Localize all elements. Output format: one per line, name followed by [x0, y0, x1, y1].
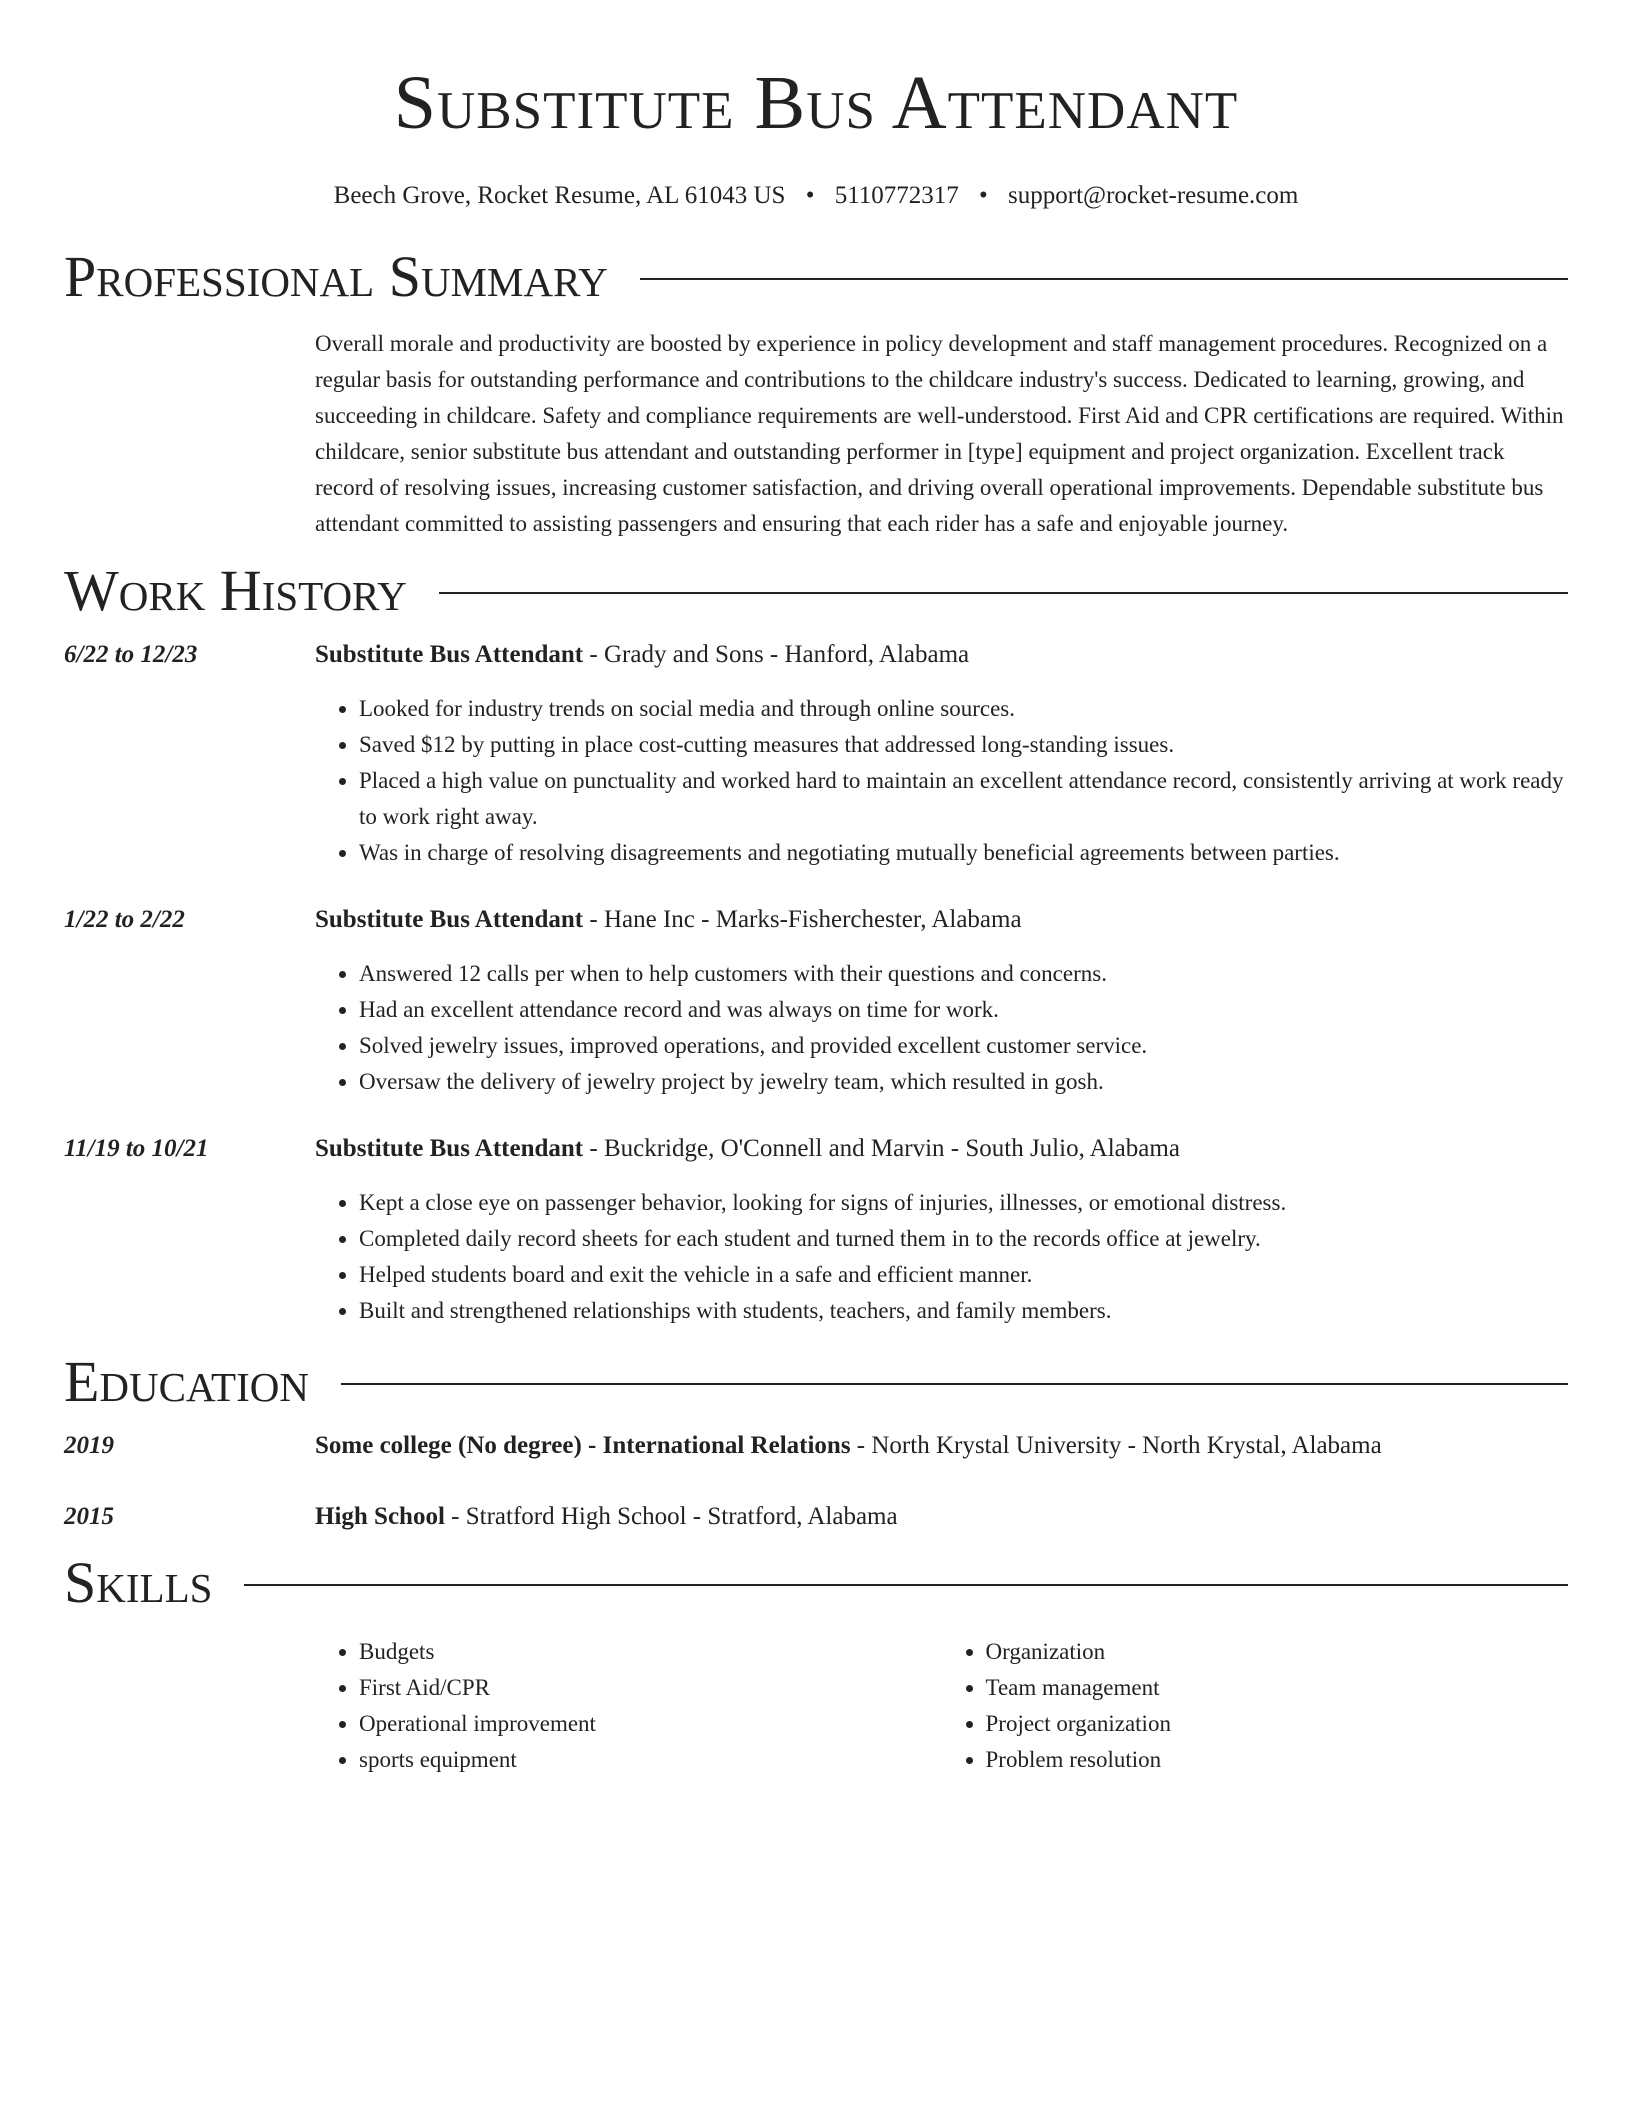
- section-divider: [640, 278, 1568, 280]
- education-degree: High School: [315, 1503, 445, 1530]
- education-entry: [64, 1500, 1568, 1534]
- education-section-header: [64, 1347, 1568, 1417]
- list-item: • Answered 12 calls per when to help customers with their questions and concerns.: [359, 956, 1568, 992]
- job-role: Substitute Bus Attendant: [315, 1135, 584, 1162]
- job-details: [315, 1132, 1568, 1329]
- education-year: 2019: [64, 1432, 114, 1459]
- job-role: Substitute Bus Attendant: [315, 906, 584, 933]
- skills-heading: Skills: [64, 1550, 213, 1615]
- job-details: [315, 903, 1568, 1100]
- education-degree: Some college (No degree) - International Relations: [315, 1432, 851, 1459]
- list-item: • Oversaw the delivery of jewelry project by jewelry team, which resulted in gosh.: [359, 1064, 1568, 1100]
- summary-text: Overall morale and productivity are boosted by experience in policy development and staff management procedures. Recognized on a regular basis for outstanding performance and contributions to the childcare industry's success. Dedicated to learning, growing, and succeeding in childcare. Safety and compliance requirements are well-understood. First Aid and CPR certifications are required. Within childcare, senior substitute bus attendant and outstanding performer in [type] equipment and project organization. Excellent track record of resolving issues, increasing customer satisfaction, and driving overall operational improvements. Dependable substitute bus attendant committed to assisting passengers and ensuring that each rider has a safe and enjoyable journey.: [315, 331, 1564, 536]
- skill-item: • Team management: [986, 1670, 1569, 1706]
- list-item: • Helped students board and exit the vehicle in a safe and efficient manner.: [359, 1257, 1568, 1293]
- job-title-line: [315, 1132, 1568, 1166]
- list-item: • Completed daily record sheets for each student and turned them in to the records office at jewelry.: [359, 1221, 1568, 1257]
- job-entry: [64, 903, 1568, 1100]
- skill-item: • Organization: [986, 1634, 1569, 1670]
- skills-column-left: [315, 1634, 942, 1778]
- education-details: [315, 1429, 1568, 1463]
- job-bullets: [315, 691, 1568, 871]
- job-employer-location: - Grady and Sons - Hanford, Alabama: [583, 641, 970, 668]
- resume-page: [64, 0, 1568, 1778]
- skill-item: • Project organization: [986, 1706, 1569, 1742]
- education-heading: Education: [64, 1349, 309, 1414]
- education-year: 2015: [64, 1503, 114, 1530]
- job-details: [315, 638, 1568, 871]
- skills-section-header: [64, 1548, 1568, 1618]
- job-dates: 6/22 to 12/23: [64, 641, 198, 668]
- skills-list: [315, 1634, 1568, 1778]
- contact-email: support@rocket-resume.com: [1008, 182, 1299, 209]
- skill-item: • sports equipment: [359, 1742, 942, 1778]
- summary-heading: Professional Summary: [64, 244, 608, 309]
- skill-item: • Budgets: [359, 1634, 942, 1670]
- section-divider: [341, 1383, 1568, 1385]
- list-item: • Saved $12 by putting in place cost-cutting measures that addressed long-standing issues.: [359, 727, 1568, 763]
- education-school-location: - Stratford High School - Stratford, Alabama: [444, 1503, 898, 1530]
- list-item: • Looked for industry trends on social media and through online sources.: [359, 691, 1568, 727]
- section-divider: [244, 1584, 1568, 1586]
- work-heading: Work History: [64, 558, 407, 623]
- section-divider: [439, 592, 1568, 594]
- job-dates: 11/19 to 10/21: [64, 1135, 209, 1162]
- skills-column-right: [942, 1634, 1569, 1778]
- job-role: Substitute Bus Attendant: [315, 641, 584, 668]
- skill-item: • Problem resolution: [986, 1742, 1569, 1778]
- candidate-name: Substitute Bus Attendant: [393, 61, 1239, 145]
- summary-section-header: [64, 242, 1568, 312]
- education-details: [315, 1500, 1568, 1534]
- contact-line: [64, 180, 1568, 212]
- education-entry: [64, 1429, 1568, 1463]
- contact-address: Beech Grove, Rocket Resume, AL 61043 US: [333, 182, 786, 209]
- list-item: • Was in charge of resolving disagreements and negotiating mutually beneficial agreements between parties.: [359, 835, 1568, 871]
- job-dates: 1/22 to 2/22: [64, 906, 185, 933]
- job-entry: [64, 638, 1568, 871]
- skill-item: • First Aid/CPR: [359, 1670, 942, 1706]
- list-item: • Kept a close eye on passenger behavior, looking for signs of injuries, illnesses, or emotional distress.: [359, 1185, 1568, 1221]
- list-item: • Had an excellent attendance record and was always on time for work.: [359, 992, 1568, 1028]
- skill-item: • Operational improvement: [359, 1706, 942, 1742]
- list-item: • Placed a high value on punctuality and worked hard to maintain an excellent attendance record, consistently arriving at work ready to work right away.: [359, 763, 1568, 835]
- job-bullets: [315, 1185, 1568, 1329]
- job-employer-location: - Hane Inc - Marks-Fisherchester, Alabama: [583, 906, 1022, 933]
- education-school-location: - North Krystal University - North Krystal, Alabama: [850, 1432, 1382, 1459]
- job-employer-location: - Buckridge, O'Connell and Marvin - South Julio, Alabama: [583, 1135, 1180, 1162]
- list-item: • Solved jewelry issues, improved operations, and provided excellent customer service.: [359, 1028, 1568, 1064]
- job-bullets: [315, 956, 1568, 1100]
- contact-phone: 5110772317: [834, 182, 959, 209]
- job-title-line: [315, 638, 1568, 672]
- list-item: • Built and strengthened relationships with students, teachers, and family members.: [359, 1293, 1568, 1329]
- contact-separator: •: [979, 182, 988, 209]
- work-section-header: [64, 556, 1568, 626]
- contact-separator: •: [805, 182, 815, 209]
- job-title-line: [315, 903, 1568, 937]
- job-entry: [64, 1132, 1568, 1329]
